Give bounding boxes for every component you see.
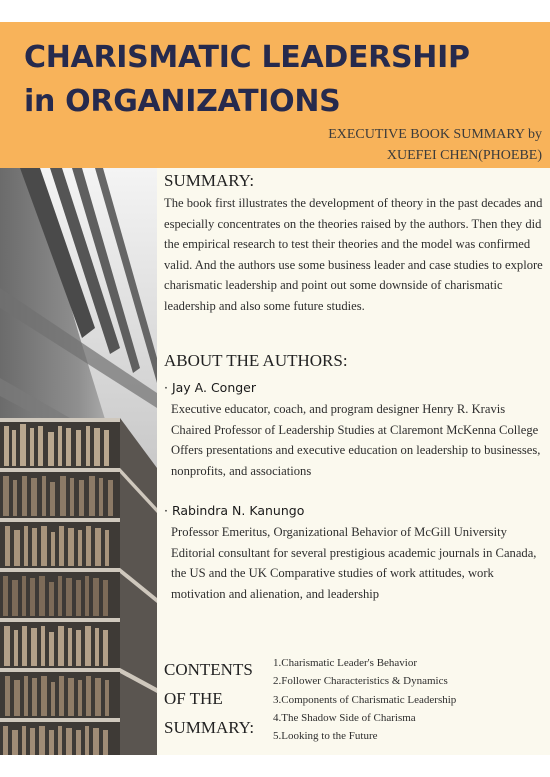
- contents-heading-line-1: CONTENTS: [164, 660, 253, 679]
- summary-heading: SUMMARY:: [164, 171, 255, 190]
- summary-text: The book first illustrates the development of theory in the past decades and especially concentrates on the theories raised by the authors. Then they did the empirical research to test their theories and the model was confirmed valid. And the authors use some business leader and case studies to explore charismatic leadership and point out some downside of charismatic leadership and also some future studies.: [164, 196, 543, 313]
- author-2-name: · Rabindra N. Kanungo: [164, 503, 305, 518]
- contents-heading: [164, 655, 254, 742]
- title-line-2: in ORGANIZATIONS: [24, 84, 341, 119]
- contents-item: 4.The Shadow Side of Charisma: [273, 711, 416, 724]
- contents-list: [273, 654, 456, 745]
- byline-line-1: EXECUTIVE BOOK SUMMARY by: [328, 127, 542, 142]
- author-1-details: Executive educator, coach, and program designer Henry R. Kravis Chaired Professor of Leadership Studies at Claremont McKenna College Offers presentations and executive education on leadership to businesses, nonprofits, and associations: [171, 402, 541, 478]
- page-title: [24, 36, 470, 124]
- byline: [328, 124, 542, 166]
- library-shelves-image: [0, 168, 157, 755]
- byline-line-2: XUEFEI CHEN(PHOEBE): [386, 148, 542, 163]
- contents-item: 5.Looking to the Future: [273, 730, 378, 743]
- library-photo: [0, 168, 157, 755]
- authors-heading: ABOUT THE AUTHORS:: [164, 351, 348, 370]
- contents-heading-line-3: SUMMARY:: [164, 718, 255, 737]
- author-1-name: · Jay A. Conger: [164, 380, 257, 395]
- contents-heading-line-2: OF THE: [164, 689, 223, 708]
- title-line-1: CHARISMATIC LEADERSHIP: [24, 40, 470, 75]
- contents-item: 2.Follower Characteristics & Dynamics: [273, 675, 448, 688]
- contents-item: 1.Charismatic Leader's Behavior: [273, 657, 418, 669]
- contents-item: 3.Components of Charismatic Leadership: [273, 693, 457, 706]
- author-2-details: Professor Emeritus, Organizational Behavior of McGill University Editorial consultant for several prestigious academic journals in Canada, the US and the UK Comparative studies of work attitudes, work motivation and alienation, and leadership: [171, 525, 537, 601]
